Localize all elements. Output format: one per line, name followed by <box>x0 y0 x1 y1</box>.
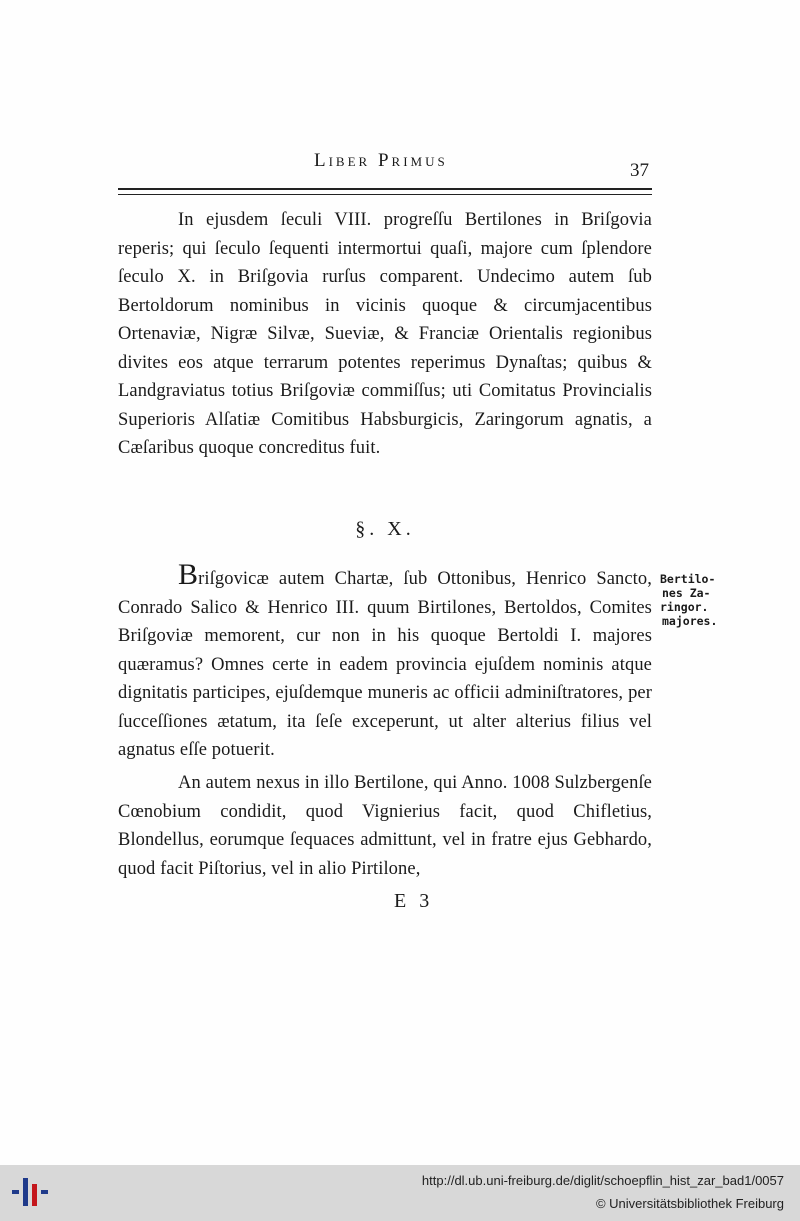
ub-freiburg-logo-icon[interactable] <box>12 1176 52 1208</box>
paragraph-1 <box>118 206 652 463</box>
paragraph-1-text: In ejusdem ſeculi VIII. progreſſu Bertilones in Briſgovia reperis; qui ſeculo ſequenti intermortui quaſi, majore cum ſplendore ſeculo X. in Briſgovia rurſus comparent. Undecimo autem ſub Bertoldorum nominibus in vicinis quoque & circumjacentibus Ortenaviæ, Nigræ Silvæ, Sueviæ, & Franciæ Orientalis regionibus divites eos atque terrarum potentes reperimus Dynaſtas; quibus & Landgraviatus totius Briſgoviæ commiſſus; uti Comitatus Provincialis Superioris Alſatiæ Comitibus Habsburgicis, Zaringorum agnatis, a Cæſaribus quoque concreditus fuit. <box>118 210 652 458</box>
marginal-note-line: majores. <box>662 614 718 628</box>
viewer-footer <box>0 1165 800 1221</box>
paragraph-3-text: An autem nexus in illo Bertilone, qui Anno. 1008 Sulzbergenſe Cœnobium condidit, quod Vignierius facit, quod Chifletius, Blondellus, eorumque ſequaces admittunt, vel in fratre ejus Gebhardo, quod facit Piſtorius, vel in alio Pirtilone, <box>118 773 652 879</box>
paragraph-2-text <box>118 558 652 765</box>
signature-mark: E 3 <box>394 890 434 912</box>
marginal-note-line: ringor. <box>660 600 709 614</box>
header-rule-thin <box>118 194 652 195</box>
page-number: 37 <box>630 160 649 181</box>
running-head: Liber Primus <box>314 150 448 171</box>
marginal-note-line: Bertilo- <box>660 572 716 586</box>
section-heading: §. X. <box>355 518 415 540</box>
paragraph-2 <box>118 558 652 765</box>
marginal-note <box>660 572 730 628</box>
footer-credit: © Universitätsbibliothek Freiburg <box>595 1196 784 1211</box>
marginal-note-line: nes Za- <box>662 586 711 600</box>
drop-initial: B <box>178 558 199 591</box>
header-rule-thick <box>118 188 652 190</box>
paragraph-3 <box>118 769 652 883</box>
footer-url-link[interactable]: http://dl.ub.uni-freiburg.de/diglit/schoepflin_hist_zar_bad1/0057 <box>421 1173 784 1188</box>
paragraph-2-rest: riſgovicæ autem Chartæ, ſub Ottonibus, Henrico Sancto, Conrado Salico & Henrico III. quum Birtilones, Bertoldos, Comites Briſgoviæ memorent, cur non in his quoque Bertoldi I. majores quæramus? Omnes certe in eadem provincia ejuſdem nominis atque dignitatis participes, ejuſdemque muneris ac officii adminiſtratores, per ſucceſſiones ætatum, ita ſeſe exceperunt, ut alter alterius filius vel agnatus eſſe potuerit. <box>118 569 652 760</box>
